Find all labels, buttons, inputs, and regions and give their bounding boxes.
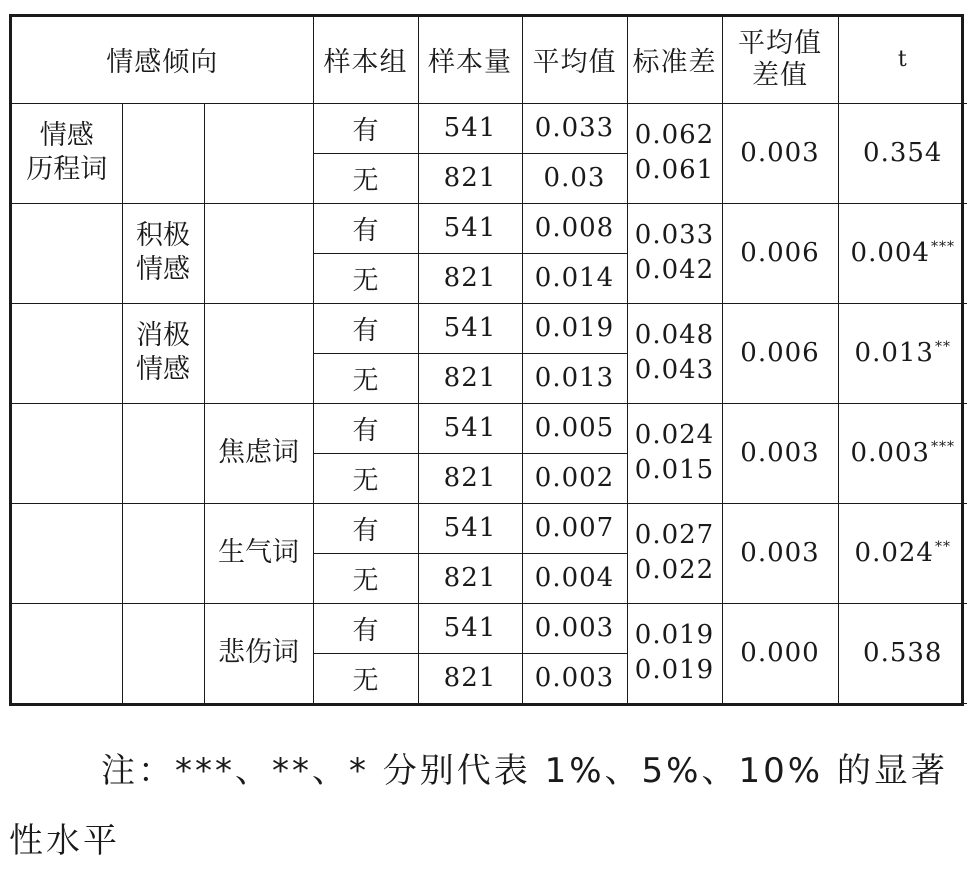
table-header-row [12, 17, 967, 103]
t-value-cell [838, 103, 967, 203]
t-value-cell [838, 503, 967, 603]
empty-category-cell [122, 403, 204, 503]
significance-stars: ** [934, 539, 951, 555]
header-sample-size: 样本量 [418, 17, 522, 103]
sample-group-cell: 有 [313, 203, 418, 253]
sample-group-cell: 无 [313, 353, 418, 403]
std-value: 0.027 [634, 520, 715, 550]
std-value: 0.043 [634, 355, 715, 385]
std-cell [627, 503, 722, 603]
std-value: 0.061 [634, 155, 715, 185]
sample-size-cell: 541 [418, 203, 522, 253]
mean-cell: 0.004 [522, 553, 627, 603]
empty-category-cell [204, 303, 313, 403]
header-sentiment: 情感倾向 [12, 17, 313, 103]
std-cell [627, 603, 722, 703]
mean-cell: 0.013 [522, 353, 627, 403]
std-value: 0.033 [634, 220, 715, 250]
std-value: 0.048 [634, 320, 715, 350]
mean-diff-cell: 0.006 [722, 303, 838, 403]
std-value: 0.062 [634, 120, 715, 150]
category-label [122, 203, 204, 303]
mean-diff-cell: 0.003 [722, 103, 838, 203]
mean-cell: 0.019 [522, 303, 627, 353]
header-std: 标准差 [627, 17, 722, 103]
sample-group-cell: 有 [313, 503, 418, 553]
sample-group-cell: 无 [313, 653, 418, 703]
results-table [12, 17, 967, 704]
sample-size-cell: 541 [418, 303, 522, 353]
sample-size-cell: 821 [418, 153, 522, 203]
category-label-line: 积极 [136, 220, 190, 251]
t-value: 0.003 [850, 438, 930, 468]
t-value: 0.354 [863, 138, 943, 168]
header-mean-diff [722, 17, 838, 103]
sample-group-cell: 无 [313, 153, 418, 203]
empty-category-cell [12, 403, 122, 503]
sample-group-cell: 无 [313, 553, 418, 603]
std-value: 0.015 [634, 455, 715, 485]
header-sample-group: 样本组 [313, 17, 418, 103]
significance-stars: *** [930, 439, 955, 455]
category-label [12, 103, 122, 203]
sample-group-cell: 有 [313, 303, 418, 353]
empty-category-cell [122, 503, 204, 603]
empty-category-cell [12, 303, 122, 403]
table-body [12, 103, 967, 703]
table-note: 注：***、**、* 分别代表 1%、5%、10% 的显著性水平 [9, 751, 948, 861]
sample-group-cell: 有 [313, 403, 418, 453]
std-cell [627, 403, 722, 503]
mean-diff-cell: 0.000 [722, 603, 838, 703]
sample-size-cell: 821 [418, 553, 522, 603]
mean-cell: 0.014 [522, 253, 627, 303]
category-label-line: 情感 [39, 120, 94, 151]
mean-diff-cell: 0.006 [722, 203, 838, 303]
t-value-cell [838, 603, 967, 703]
category-label [204, 603, 313, 703]
sample-group-cell: 无 [313, 453, 418, 503]
mean-cell: 0.002 [522, 453, 627, 503]
sample-size-cell: 541 [418, 603, 522, 653]
std-value: 0.022 [634, 555, 715, 585]
mean-cell: 0.007 [522, 503, 627, 553]
table-row [12, 503, 967, 553]
mean-cell: 0.033 [522, 103, 627, 153]
table-row [12, 103, 967, 153]
sample-group-cell: 有 [313, 603, 418, 653]
std-value: 0.019 [634, 655, 715, 685]
category-label-line: 历程词 [26, 154, 108, 185]
t-value-cell [838, 203, 967, 303]
category-label-line: 焦虑词 [218, 437, 299, 468]
sample-size-cell: 821 [418, 453, 522, 503]
t-value-cell [838, 303, 967, 403]
empty-category-cell [204, 203, 313, 303]
empty-category-cell [12, 503, 122, 603]
sample-group-cell: 无 [313, 253, 418, 303]
std-cell [627, 303, 722, 403]
header-t: t [838, 17, 967, 103]
category-label-line: 情感 [136, 354, 190, 385]
mean-diff-cell: 0.003 [722, 503, 838, 603]
table-row [12, 203, 967, 253]
empty-category-cell [12, 603, 122, 703]
empty-category-cell [204, 103, 313, 203]
category-label [122, 303, 204, 403]
sample-size-cell: 821 [418, 653, 522, 703]
table-row [12, 403, 967, 453]
sample-size-cell: 541 [418, 503, 522, 553]
category-label-line: 悲伤词 [218, 637, 299, 668]
significance-stars: *** [930, 239, 955, 255]
std-cell [627, 203, 722, 303]
t-value-cell [838, 403, 967, 503]
mean-cell: 0.003 [522, 653, 627, 703]
category-label [204, 503, 313, 603]
table-row [12, 603, 967, 653]
category-label-line: 生气词 [218, 537, 299, 568]
mean-cell: 0.008 [522, 203, 627, 253]
table-row [12, 303, 967, 353]
std-value: 0.042 [634, 255, 715, 285]
t-value: 0.538 [863, 638, 943, 668]
empty-category-cell [122, 103, 204, 203]
t-value: 0.024 [854, 538, 934, 568]
results-table-container [9, 14, 964, 706]
sample-size-cell: 821 [418, 253, 522, 303]
mean-cell: 0.03 [522, 153, 627, 203]
std-cell [627, 103, 722, 203]
t-value: 0.004 [850, 238, 930, 268]
header-mean-diff-line1: 平均值 [738, 27, 822, 59]
std-value: 0.019 [634, 620, 715, 650]
header-mean-diff-line2: 差值 [752, 59, 808, 91]
mean-cell: 0.005 [522, 403, 627, 453]
mean-cell: 0.003 [522, 603, 627, 653]
mean-diff-cell: 0.003 [722, 403, 838, 503]
sample-size-cell: 541 [418, 103, 522, 153]
empty-category-cell [122, 603, 204, 703]
sample-size-cell: 541 [418, 403, 522, 453]
category-label [204, 403, 313, 503]
header-mean: 平均值 [522, 17, 627, 103]
t-value: 0.013 [854, 338, 934, 368]
category-label-line: 情感 [136, 254, 190, 285]
sample-group-cell: 有 [313, 103, 418, 153]
std-value: 0.024 [634, 420, 715, 450]
category-label-line: 消极 [136, 320, 190, 351]
significance-stars: ** [934, 339, 951, 355]
empty-category-cell [12, 203, 122, 303]
sample-size-cell: 821 [418, 353, 522, 403]
